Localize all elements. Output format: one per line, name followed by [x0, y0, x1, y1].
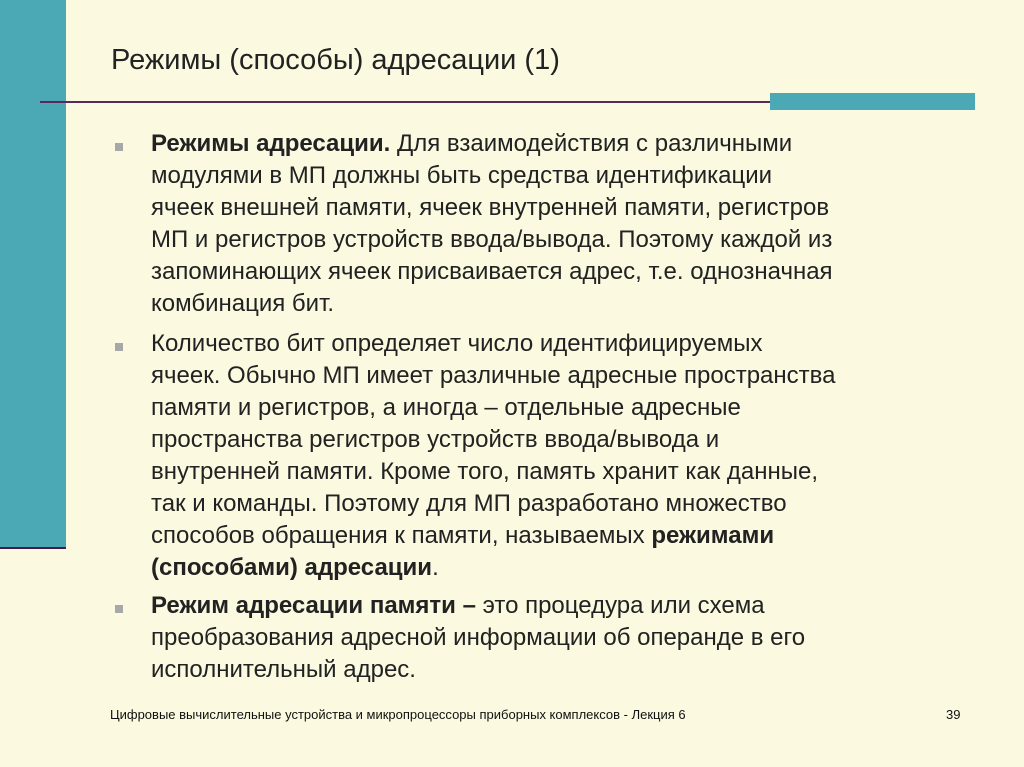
text-run: памяти и регистров, а иногда – отдельные адресные	[151, 394, 741, 421]
left-accent-bar	[0, 0, 66, 547]
text-run: пространства регистров устройств ввода/вывода и	[151, 426, 720, 453]
paragraph-line	[151, 128, 981, 160]
text-run: исполнительный адрес.	[151, 656, 416, 683]
bullet-paragraph	[151, 328, 981, 584]
paragraph-line	[151, 360, 981, 392]
paragraph-line	[151, 456, 981, 488]
text-run: модулями в МП должны быть средства идентификации	[151, 162, 773, 189]
slide-title: Режимы (способы) адресации (1)	[111, 44, 560, 76]
left-accent-divider	[0, 547, 66, 549]
bold-text: Режимы адресации.	[151, 130, 391, 157]
paragraph-line	[151, 424, 981, 456]
text-run: ячеек. Обычно МП имеет различные адресные пространства	[151, 362, 836, 389]
paragraph-line	[151, 590, 981, 622]
paragraph-line	[151, 288, 981, 320]
paragraph-line	[151, 392, 981, 424]
paragraph-line	[151, 160, 981, 192]
paragraph-line	[151, 192, 981, 224]
paragraph-line	[151, 488, 981, 520]
paragraph-line	[151, 224, 981, 256]
text-run: Для взаимодействия с различными	[390, 130, 793, 157]
text-run: внутренней памяти. Кроме того, память хранит как данные,	[151, 458, 819, 485]
text-run: комбинация бит.	[151, 290, 335, 317]
bullet-paragraph	[151, 590, 981, 686]
text-run: способов обращения к памяти, называемых	[151, 522, 652, 549]
paragraph-line	[151, 256, 981, 288]
bullet-marker	[115, 143, 123, 151]
paragraph-line	[151, 552, 981, 584]
paragraph-line	[151, 328, 981, 360]
text-run: преобразования адресной информации об операнде в его	[151, 624, 806, 651]
bullet-marker	[115, 605, 123, 613]
bold-text: Режим адресации памяти –	[151, 592, 476, 619]
text-run: МП и регистров устройств ввода/вывода. Поэтому каждой из	[151, 226, 833, 253]
page-number: 39	[946, 707, 961, 722]
paragraph-line	[151, 520, 981, 552]
paragraph-line	[151, 654, 981, 686]
text-run: запоминающих ячеек присваивается адрес, т.е. однозначная	[151, 258, 833, 285]
bullet-marker	[115, 343, 123, 351]
text-run: .	[432, 554, 439, 581]
text-run: это процедура или схема	[475, 592, 765, 619]
title-accent-bar	[770, 93, 975, 110]
bold-text: режимами	[651, 522, 775, 549]
bold-text: (способами) адресации	[151, 554, 433, 581]
text-run: так и команды. Поэтому для МП разработано множество	[151, 490, 787, 517]
paragraph-line	[151, 622, 981, 654]
text-run: Количество бит определяет число идентифицируемых	[151, 330, 763, 357]
bullet-paragraph	[151, 128, 981, 320]
footer-text: Цифровые вычислительные устройства и микропроцессоры приборных комплексов - Лекция 6	[110, 707, 686, 722]
text-run: ячеек внешней памяти, ячеек внутренней памяти, регистров	[151, 194, 830, 221]
